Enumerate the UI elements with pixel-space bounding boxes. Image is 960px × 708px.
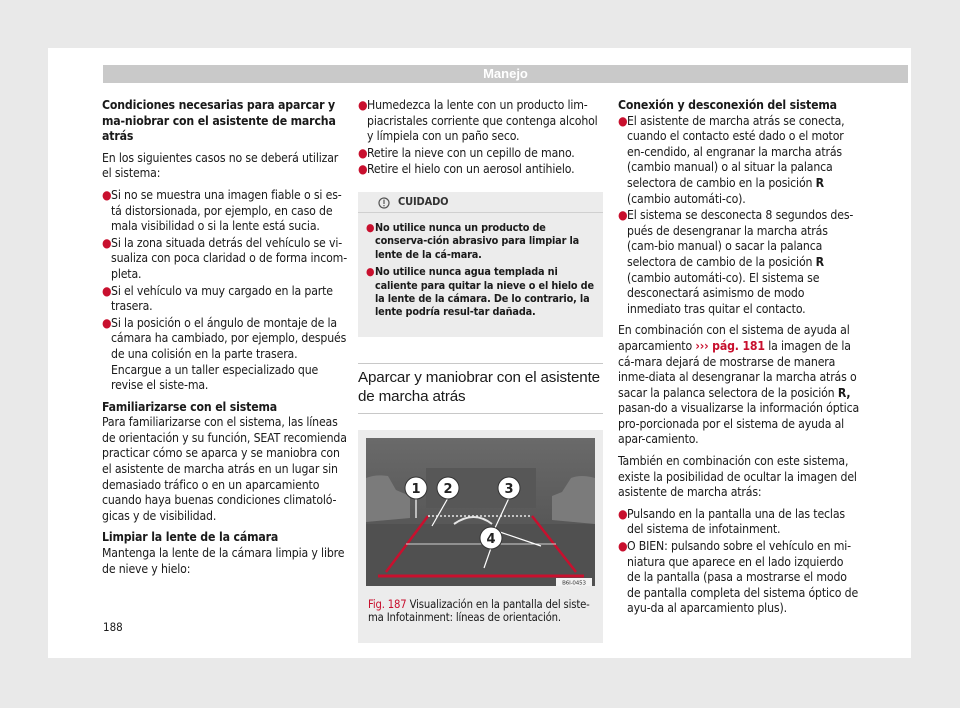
bullet-icon: ●	[358, 145, 368, 160]
clean-lens-text: Mantenga la lente de la cámara limpia y libre de nieve y hielo:	[102, 546, 345, 576]
bullet-icon: ●	[102, 283, 112, 298]
list-item: ● El asistente de marcha atrás se conecta, cuando el contacto esté dado o el motor en-cendido, al engranar la marcha atrás (cambio manual) o al situar la palanca selectora de cambio en la posición R (cambio automáti-co).	[618, 113, 845, 206]
caution-title: CUIDADO	[398, 194, 449, 208]
list-item: ● O BIEN: pulsando sobre el vehículo en mi-niatura que aparece en el lado izquierdo de la pantalla (pasa a mostrarse el modo de pantalla completa del sistema óptico de ayu-da al aparcamiento plus).	[618, 539, 859, 616]
svg-text:2: 2	[443, 481, 453, 497]
page-number: 188	[103, 620, 123, 634]
list-item: ● El sistema se desconecta 8 segundos des-pués de desengranar la marcha atrás (cam-bio manual) o sacar la palanca selectora de cambio de la posición R (cambio automáti-co). El sistema se desconectará asimismo de modo inmediato tras quitar el contacto.	[618, 208, 854, 316]
list-item: ● Si el vehículo va muy cargado en la parte trasera.	[102, 283, 333, 314]
list-item: ● Si la zona situada detrás del vehículo se vi-sualiza con poca claridad o de forma incom-pleta.	[102, 235, 348, 281]
list-item: ● Si la posición o el ángulo de montaje de la cámara ha cambiado, por ejemplo, después de una colisión en la parte trasera. Encargue a un taller especializado que revise el siste-ma.	[102, 315, 347, 393]
bullet-icon: ●	[358, 162, 368, 177]
section-title: Aparcar y maniobrar con el asistente de marcha atrás	[358, 363, 603, 414]
figure-caption-text: Visualización en la pantalla del siste-ma Infotainment: líneas de orientación.	[368, 597, 590, 625]
marker-3-icon	[498, 477, 520, 499]
caution-box	[358, 192, 603, 337]
marker-4-icon	[480, 527, 502, 549]
heading-familiarize: Familiarizarse con el sistema	[102, 399, 278, 414]
bullet-icon: ●	[358, 98, 368, 112]
marker-2-icon	[437, 477, 459, 499]
caution-icon	[378, 196, 390, 216]
combination-text: En combinación con el sistema de ayuda al aparcamiento ››› pág. 181 la imagen de la cá-mara dejará de mostrarse de manera inme-diata al desengranar la marcha atrás o sacar la palanca selectora de la posición R, pasan-do a visualizarse la información óptica pro-porcionada por el sistema de ayuda al apar-camiento.	[618, 323, 860, 447]
column-middle	[358, 98, 603, 643]
bullet-icon: ●	[102, 235, 112, 250]
caution-item: ● No utilice nunca un producto de conserva-ción abrasivo para limpiar la lente de la cá-mara.	[366, 220, 580, 261]
caution-header	[358, 192, 603, 213]
heading-connect: Conexión y desconexión del sistema	[618, 98, 837, 112]
list-item: ● Si no se muestra una imagen fiable o si es-tá distorsionada, por ejemplo, en caso de mala visibilidad o si la lente está sucia.	[102, 187, 342, 234]
bullet-icon: ●	[102, 187, 112, 202]
bullet-icon: ●	[618, 113, 628, 128]
marker-1-icon	[405, 477, 427, 499]
figure-187	[358, 430, 603, 643]
hide-image-text: También en combinación con este sistema, existe la posibilidad de ocultar la imagen del asistente de marcha atrás:	[618, 454, 857, 500]
heading-conditions: Condiciones necesarias para aparcar y ma-niobrar con el asistente de marcha atrás	[102, 98, 336, 144]
column-right	[618, 98, 860, 618]
camera-view-image	[366, 438, 595, 586]
svg-text:3: 3	[504, 481, 514, 497]
heading-clean-lens: Limpiar la lente de la cámara	[102, 530, 279, 545]
familiarize-text: Para familiarizarse con el sistema, las líneas de orientación y su función, SEAT recomienda practicar cómo se aparca y se maniobra con el asistente de marcha atrás en un lugar sin demasiado tráfico o en un aparcamiento cuando haya buenas condiciones climatoló-gicas y de visibilidad.	[102, 415, 347, 523]
svg-text:1: 1	[411, 481, 421, 497]
manual-page	[48, 48, 911, 658]
page-reference-link[interactable]: ››› pág. 181	[695, 338, 765, 353]
bullet-icon: ●	[366, 265, 375, 279]
bullet-icon: ●	[618, 539, 628, 554]
figure-label: Fig. 187	[368, 597, 407, 611]
bullet-icon: ●	[618, 506, 628, 521]
intro-text: En los siguientes casos no se deberá utilizar el sistema:	[102, 150, 339, 181]
list-item: ● Retire la nieve con un cepillo de mano.	[358, 145, 575, 160]
page-header: Manejo	[103, 65, 908, 83]
svg-text:4: 4	[486, 531, 496, 547]
list-item: ● Pulsando en la pantalla una de las teclas del sistema de infotainment.	[618, 506, 845, 537]
bullet-icon: ●	[366, 220, 375, 234]
list-item: ● Humedezca la lente con un producto lim-piacristales corriente que contenga alcohol y límpiela con un paño seco.	[358, 98, 598, 144]
bullet-icon: ●	[618, 208, 628, 223]
column-left	[102, 98, 348, 583]
figure-caption	[368, 598, 596, 625]
bullet-icon: ●	[102, 315, 112, 330]
figure-code: B6I-0453	[562, 580, 586, 586]
list-item: ● Retire el hielo con un aerosol antihielo.	[358, 162, 575, 177]
caution-item: ● No utilice nunca agua templada ni caliente para quitar la nieve o el hielo de la lente de la cámara. De lo contrario, la lente podría resul-tar dañada.	[366, 265, 594, 319]
